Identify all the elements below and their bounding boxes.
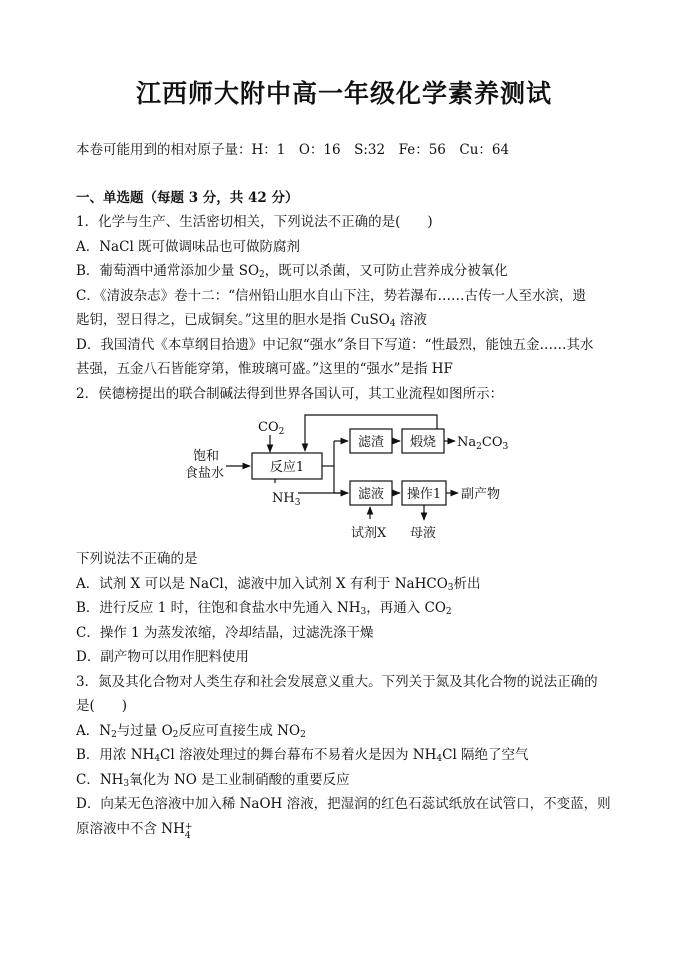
q2-option-b: B．进行反应 1 时，往饱和食盐水中先通入 $NH_3$，再通入 $CO_2$ [76,600,452,617]
brine-label-1: 饱和 [193,449,220,464]
mother-liquor-label: 母液 [410,526,437,541]
q3-stem-line2: 是( ) [76,698,128,714]
q3-option-d-line1: D．向某无色溶液中加入稀 NaOH 溶液，把湿润的红色石蕊试纸放在试管口，不变蓝，则 [76,796,611,812]
q1-option-d-line1: D．我国清代《本草纲目拾遗》中记叙“强水”条目下写道：“性最烈，能蚀五金……其水 [76,337,594,353]
q3-stem-line1: 3．氮及其化合物对人类生存和社会发展意义重大。下列关于氮及其化合物的说法正确的 [76,674,598,690]
q1-option-d-line2: 甚强，五金八石皆能穿第，惟玻璃可盛。”这里的“强水”是指 HF [76,361,453,377]
q3-option-d-line2: 原溶液中不含 NH + 4 [76,820,193,838]
operation1-label: 操作1 [406,487,442,502]
q2-option-a: A．试剂 X 可以是 NaCl，滤液中加入试剂 X 有利于 NaHCO$_3$析出 [76,576,481,593]
q2-stem: 2．侯德榜提出的联合制碱法得到世界各国认可，其工业流程如图所示： [76,386,504,402]
nh3-label: $NH_3$ [272,491,301,508]
co2-label: $CO_2$ [258,420,285,437]
filtrate-label: 滤液 [357,487,385,502]
q1-stem: 1．化学与生产、生活密切相关，下列说法不正确的是( ) [76,214,433,230]
q1-option-a: A．NaCl 既可做调味品也可做防腐剂 [76,239,301,255]
reagent-x-label: 试剂X [351,526,387,541]
brine-label-2: 食盐水 [185,466,225,481]
process-flow-diagram [0,405,688,545]
ammonium-charge: + [184,821,193,832]
page-title: 江西师大附中高一年级化学素养测试 [135,79,552,108]
residue-label: 滤渣 [357,435,385,450]
q2-option-c: C．操作 1 为蒸发浓缩，冷却结晶，过滤洗涤干燥 [76,625,374,641]
q1-option-c-line1: C．《清波杂志》卷十二：“信州铅山胆水自山下注，势若瀑布……古传一人至水滨，遗 [76,288,586,304]
q3-option-a: A．$N_2$与过量 $O_2$反应可直接生成 $NO_2$ [76,723,306,740]
reaction1-label: 反应1 [269,460,305,475]
q3-option-b: B．用浓 $NH_4Cl$ 溶液处理过的舞台幕布不易着火是因为 $NH_4Cl$ 隔绝了空气 [76,747,529,764]
q2-intro: 下列说法不正确的是 [76,551,198,567]
q1-option-c-line2: 匙钥，翌日得之，已成铜矣。”这里的胆水是指 CuSO$_4$ 溶液 [76,312,427,329]
q3-option-c: C．$NH_3$氧化为 NO 是工业制硝酸的重要反应 [76,772,350,789]
q2-option-d: D．副产物可以用作肥料使用 [76,649,249,665]
atomic-mass-note: 本卷可能用到的相对原子量：H：1 O：16 S:32 Fe：56 Cu：64 [76,142,510,158]
section-heading: 一、单选题（每题 3 分，共 42 分） [76,190,299,206]
ammonium-subscript: 4 [184,830,191,841]
byproduct-label: 副产物 [461,487,501,502]
calcine-label: 煅烧 [409,435,437,450]
na2co3-label: $Na_2CO_3$ [457,435,509,452]
q1-option-b: B．葡萄酒中通常添加少量 $SO_2$，既可以杀菌，又可防止营养成分被氧化 [76,263,508,280]
